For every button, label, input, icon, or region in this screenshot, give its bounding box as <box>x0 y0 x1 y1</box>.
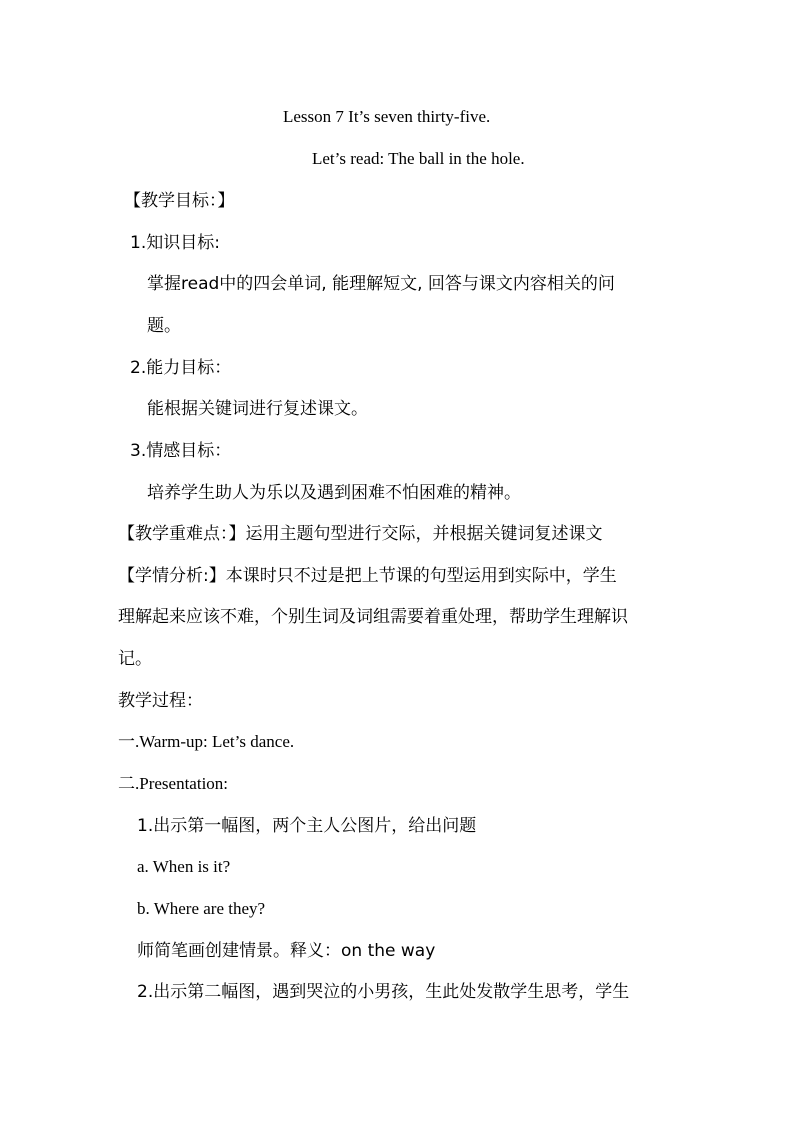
step-warm-up: 一.Warm-up: Let’s dance. <box>118 732 295 751</box>
objectives-heading: 【教学目标：】 <box>124 191 235 211</box>
key-points: 【教学重难点：】运用主题句型进行交际，并根据关键词复述课文 <box>118 524 603 544</box>
lesson-subtitle: Let’s read: The ball in the hole. <box>312 149 525 168</box>
process-heading: 教学过程： <box>118 691 203 711</box>
step-presentation: 二.Presentation: <box>118 774 229 793</box>
question-a: a. When is it? <box>137 857 231 876</box>
student-analysis-cont-2: 记。 <box>118 649 152 669</box>
question-b: b. Where are they? <box>137 899 266 918</box>
objective-3-label: 3.情感目标： <box>130 441 232 461</box>
student-analysis: 【学情分析:】本课时只不过是把上节课的句型运用到实际中，学生 <box>118 566 617 586</box>
presentation-item-2: 2.出示第二幅图，遇到哭泣的小男孩，生此处发散学生思考，学生 <box>137 982 630 1002</box>
objective-1-text-cont: 题。 <box>147 316 181 336</box>
objective-1-text: 掌握read中的四会单词, 能理解短文, 回答与课文内容相关的问 <box>147 274 615 294</box>
teacher-sketch-note: 师简笔画创建情景。释义：on the way <box>137 941 436 961</box>
objective-3-text: 培养学生助人为乐以及遇到困难不怕困难的精神。 <box>147 483 521 503</box>
objective-2-text: 能根据关键词进行复述课文。 <box>147 399 368 419</box>
objective-1-label: 1.知识目标: <box>130 233 220 253</box>
presentation-item-1: 1.出示第一幅图，两个主人公图片，给出问题 <box>137 816 477 836</box>
objective-2-label: 2.能力目标： <box>130 358 232 378</box>
lesson-title: Lesson 7 It’s seven thirty-five. <box>283 107 491 126</box>
student-analysis-cont-1: 理解起来应该不难，个别生词及词组需要着重处理，帮助学生理解识 <box>118 607 628 627</box>
